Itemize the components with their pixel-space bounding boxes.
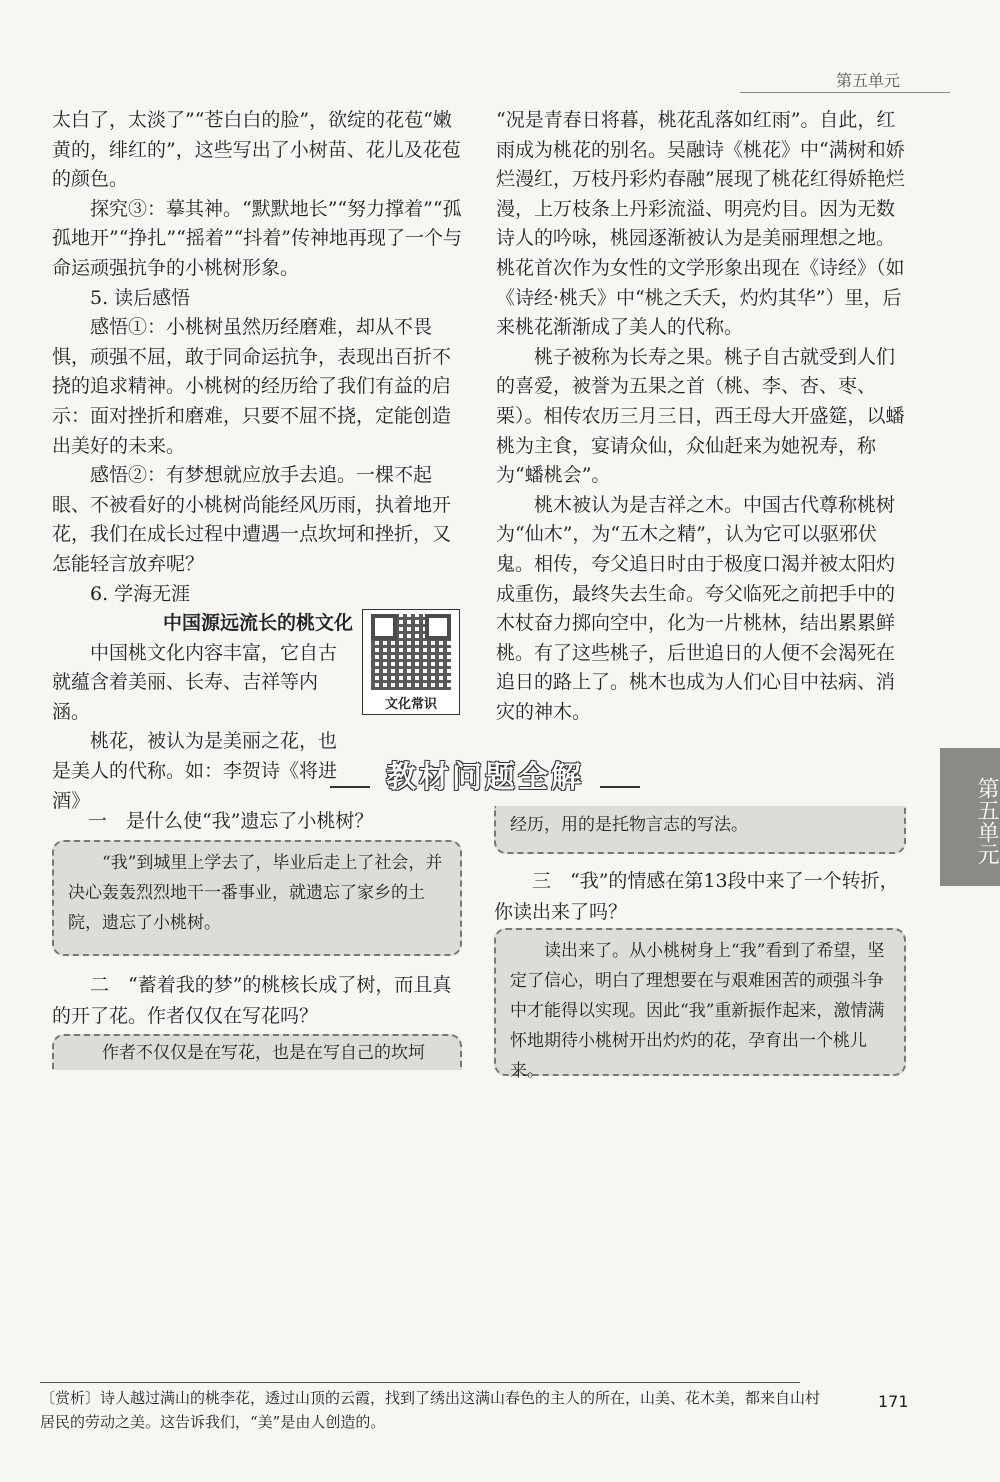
qr-code-box[interactable] <box>362 609 460 715</box>
question-2: 二 “蓄着我的梦”的桃核长成了树，而且真的开了花。作者仅仅在写花吗？ <box>52 974 452 1027</box>
paragraph: 桃花，被认为是美丽之花，也是美人的代称。如：李贺诗《将进酒》 <box>52 730 338 812</box>
answer-box-1 <box>52 840 462 956</box>
question-3: 三 “我”的情感在第13段中来了一个转折，你读出来了吗？ <box>494 870 899 923</box>
answer-text: “我”到城里上学去了，毕业后走上了社会，并决心轰轰烈烈地干一番事业，就遗忘了家乡的土院，遗忘了小桃树。 <box>68 853 443 933</box>
header-divider <box>740 92 950 93</box>
answer-box-2b <box>494 806 906 854</box>
right-column <box>496 106 908 727</box>
paragraph: 感悟①：小桃树虽然历经磨难，却从不畏惧，顽强不屈，敢于同命运抗争，表现出百折不挠的追求精神。小桃树的经历给了我们有益的启示：面对挫折和磨难，只要不屈不挠，定能创造出美好的未来。 <box>52 316 452 457</box>
answer-text: 经历，用的是托物言志的写法。 <box>510 815 748 835</box>
qr-label: 文化常识 <box>384 697 437 712</box>
section-header <box>330 752 640 795</box>
paragraph: 感悟②：有梦想就应放手去追。一棵不起眼、不被看好的小桃树尚能经风历雨，执着地开花，我们在成长过程中遭遇一点坎坷和挫折，又怎能轻言放弃呢？ <box>52 464 452 575</box>
answer-box-3 <box>494 928 906 1081</box>
answer-text: 读出来了。从小桃树身上“我”看到了希望，坚定了信心，明白了理想要在与艰难困苦的顽强斗争中才能得以实现。因此“我”重新振作起来，激情满怀地期待小桃树开出灼灼的花，孕育出一个桃儿来。 <box>510 941 885 1081</box>
subheading: 5. 读后感悟 <box>90 286 191 309</box>
article-title: 中国源远流长的桃文化 <box>162 612 353 635</box>
answer-text: 作者不仅仅是在写花，也是在写自己的坎坷 <box>102 1043 425 1063</box>
paragraph: 中国桃文化内容丰富，它自古就蕴含着美丽、长寿、吉祥等内涵。 <box>52 641 338 723</box>
footer-note: 〔赏析〕诗人越过满山的桃李花，透过山顶的云霞，找到了绣出这满山春色的主人的所在，山美、花木美，都来自山村居民的劳动之美。这告诉我们，“美”是由人创造的。 <box>40 1389 821 1431</box>
section-title: 教材问题全解 <box>386 760 584 795</box>
page-number: 171 <box>878 1392 909 1411</box>
answer-box-2a <box>52 1034 462 1070</box>
unit-side-tab: 第五单元 <box>940 748 1000 886</box>
paragraph: 桃子被称为长寿之果。桃子自古就受到人们的喜爱，被誉为五果之首（桃、李、杏、枣、栗）。相传农历三月三日，西王母大开盛筵，以蟠桃为主食，宴请众仙，众仙赶来为她祝寿，称为“蟠桃会”。 <box>496 345 905 487</box>
paragraph: 探究③：摹其神。“默默地长”“努力撑着”“孤孤地开”“挣扎”“摇着”“抖着”传神地再现了一个与命运顽强抗争的小桃树形象。 <box>52 197 462 279</box>
paragraph: 太白了，太淡了”“苍白白的脸”，欲绽的花苞“嫩黄的，绯红的”，这些写出了小树苗、花儿及花苞的颜色。 <box>52 109 461 191</box>
paragraph: 桃木被认为是吉祥之木。中国古代尊称桃树为“仙木”，为“五木之精”，认为它可以驱邪伏鬼。相传，夸父追日时由于极度口渴并被太阳灼成重伤，最终失去生命。夸父临死之前把手中的木杖奋力掷向空中，化为一片桃林，结出累累鲜桃。有了这些桃子，后世追日的人便不会渴死在追日的路上了。桃木也成为人们心目中祛病、消灾的神木。 <box>496 493 896 723</box>
question-1: 一 是什么使“我”遗忘了小桃树？ <box>88 810 374 832</box>
qr-code-icon[interactable] <box>371 614 451 690</box>
subheading: 6. 学海无涯 <box>90 582 191 605</box>
paragraph: “况是青春日将暮，桃花乱落如红雨”。自此，红雨成为桃花的别名。吴融诗《桃花》中“满树和娇烂漫红，万枝丹彩灼春融”展现了桃花红得娇艳烂漫，上万枝条上丹彩流溢、明亮灼目。因为无数诗人的吟咏，桃园逐渐被认为是美丽理想之地。桃花首次作为女性的文学形象出现在《诗经》（如《诗经·桃夭》中“桃之夭夭，灼灼其华”）里，后来桃花渐渐成了美人的代称。 <box>496 109 905 339</box>
section-rule <box>330 786 370 788</box>
footer-divider <box>40 1382 800 1383</box>
section-rule <box>600 786 640 788</box>
unit-header: 第五单元 <box>835 71 900 90</box>
